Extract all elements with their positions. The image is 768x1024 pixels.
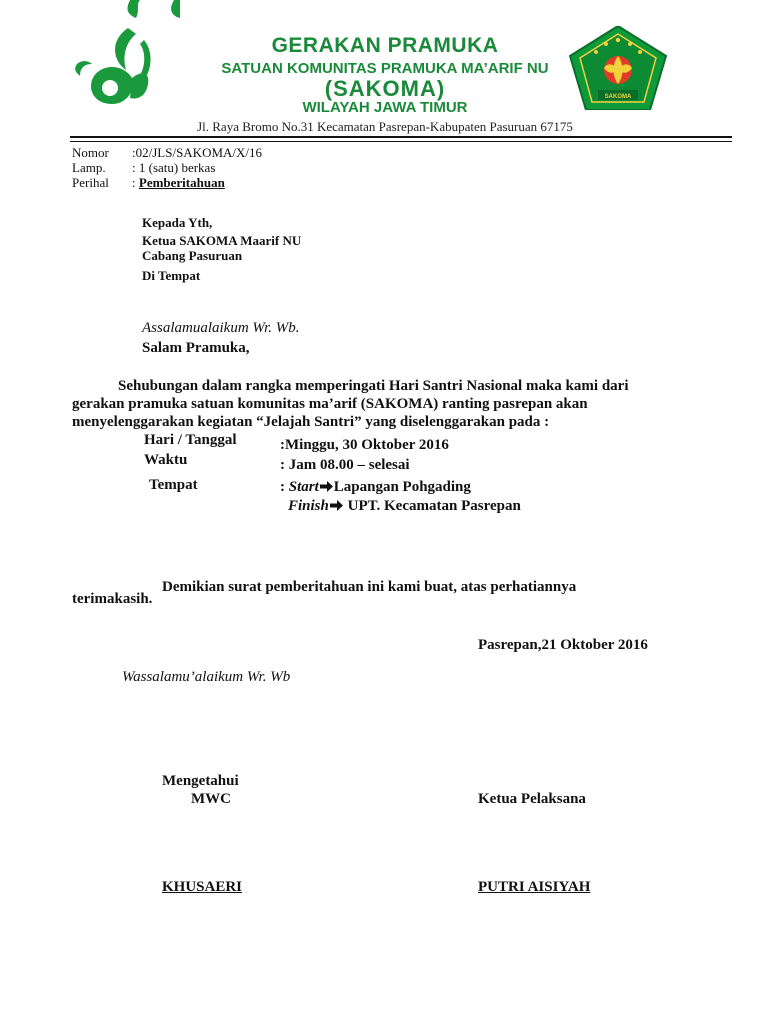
recipient-line-3: Cabang Pasuruan <box>142 248 243 263</box>
signature-right-name: PUTRI AISIYAH <box>478 879 591 895</box>
meta-subject <box>132 175 225 191</box>
closing-line-1: Demikian surat pemberitahuan ini kami buat, atas perhatiannya <box>162 579 577 595</box>
arrow-right-icon <box>330 500 343 511</box>
emblem-text: SAKOMA <box>604 94 632 100</box>
detail-day-label: Hari / Tanggal <box>144 432 237 448</box>
detail-time-label: Waktu <box>144 452 188 468</box>
greeting-salam: Assalamualaikum Wr. Wb. <box>142 320 300 336</box>
detail-time-value: : Jam 08.00 – selesai <box>280 457 410 473</box>
unit-abbreviation: (SAKOMA) <box>324 76 446 101</box>
place-date: Pasrepan,21 Oktober 2016 <box>478 637 648 653</box>
org-name: GERAKAN PRAMUKA <box>271 34 499 57</box>
meta-subject-value: Pemberitahuan <box>138 175 225 190</box>
detail-place-finish <box>288 498 521 515</box>
meta-subject-label: Perihal <box>72 175 109 190</box>
letterhead-rule <box>70 136 732 138</box>
body-line-1: Sehubungan dalam rangka memperingati Hari Santri Nasional maka kami dari <box>118 378 629 394</box>
signature-right-title: Ketua Pelaksana <box>478 791 586 807</box>
signature-left-title-2: MWC <box>191 791 231 807</box>
body-line-2: gerakan pramuka satuan komunitas ma’arif (SAKOMA) ranting pasrepan akan <box>72 396 588 412</box>
closing-line-2: terimakasih. <box>72 591 153 607</box>
greeting-salam-pramuka: Salam Pramuka, <box>142 340 250 356</box>
arrow-right-icon <box>320 481 333 492</box>
body-line-3: menyelenggarakan kegiatan “Jelajah Santri” yang diselenggarakan pada : <box>72 414 550 430</box>
detail-start-label: Start <box>288 479 319 495</box>
recipient-line-4: Di Tempat <box>142 268 201 283</box>
detail-finish-value: UPT. Kecamatan Pasrepan <box>343 498 521 514</box>
letterhead-rule-thin <box>70 141 732 142</box>
meta-attachment-value: : 1 (satu) berkas <box>132 160 216 175</box>
detail-finish-label: Finish <box>288 498 329 514</box>
closing-salam: Wassalamu’alaikum Wr. Wb <box>122 669 291 685</box>
recipient-line-2: Ketua SAKOMA Maarif NU <box>142 233 302 248</box>
signature-left-title-1: Mengetahui <box>162 773 239 789</box>
detail-day-value: :Minggu, 30 Oktober 2016 <box>280 437 449 453</box>
region-name: WILAYAH JAWA TIMUR <box>302 99 468 116</box>
meta-number-label: Nomor <box>72 145 109 160</box>
letterhead-address: Jl. Raya Bromo No.31 Kecamatan Pasrepan-Kabupaten Pasuruan 67175 <box>197 119 573 134</box>
detail-place-label: Tempat <box>149 477 198 493</box>
meta-number-value: :02/JLS/SAKOMA/X/16 <box>132 145 263 160</box>
meta-subject-prefix: : <box>132 175 139 190</box>
signature-left-name: KHUSAERI <box>162 879 243 895</box>
detail-start-value: Lapangan Pohgading <box>333 479 471 495</box>
recipient-line-1: Kepada Yth, <box>142 215 213 230</box>
meta-attachment-label: Lamp. <box>72 160 106 175</box>
detail-place-prefix: : <box>280 479 289 495</box>
unit-name: SATUAN KOMUNITAS PRAMUKA MA’ARIF NU <box>221 60 549 77</box>
detail-place-start <box>280 479 471 496</box>
